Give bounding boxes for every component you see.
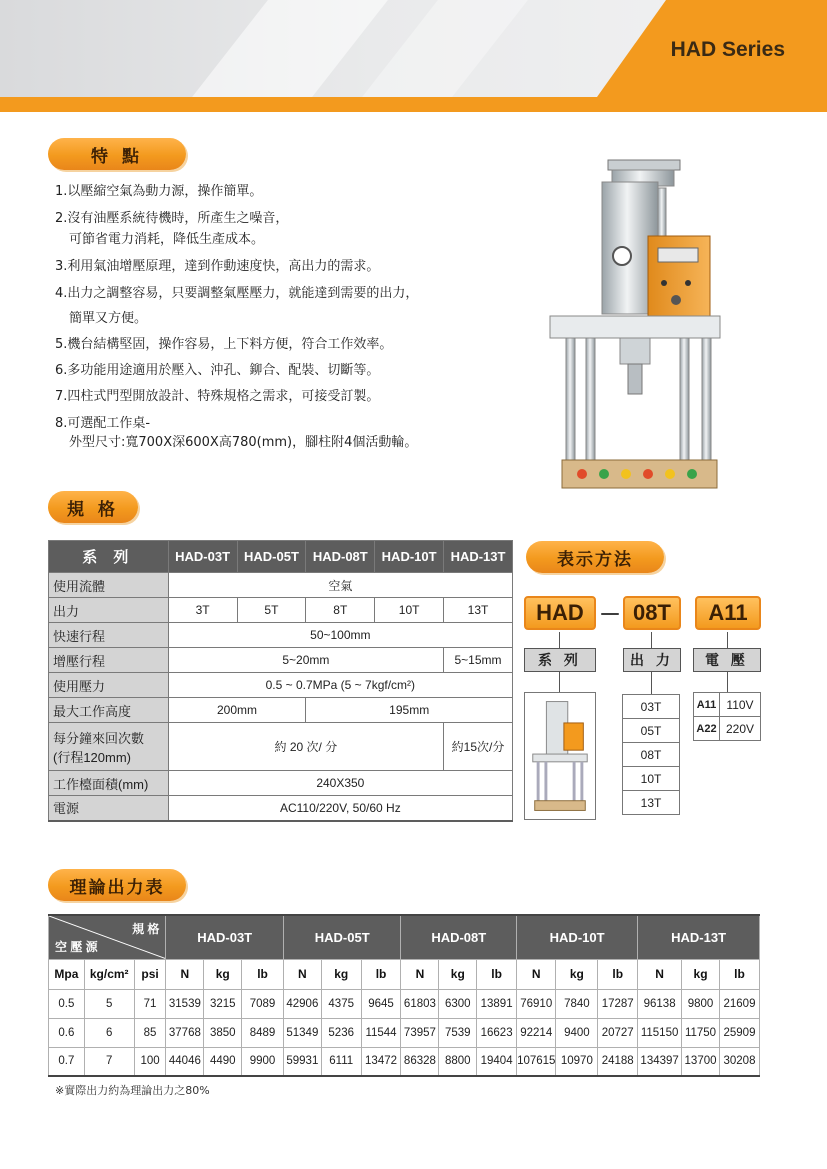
force-cell: 61803 (401, 989, 439, 1018)
label-output: 出 力 (623, 648, 681, 672)
force-cell: 0.7 (49, 1047, 85, 1076)
spec-row-label: 出力 (49, 598, 169, 623)
corner-bottom-label: 空 壓 源 (55, 939, 98, 954)
force-cell: 11750 (682, 1018, 720, 1047)
force-cell: 37768 (166, 1018, 204, 1047)
page-title: HAD Series (670, 38, 785, 61)
force-unit-header: kg (439, 959, 477, 989)
force-cell: 6111 (321, 1047, 361, 1076)
spec-heading: 規 格 (48, 491, 138, 523)
feature-item: 5.機台結構堅固，操作容易，上下料方便，符合工作效率。 (55, 337, 393, 352)
force-cell: 115150 (638, 1018, 682, 1047)
force-cell: 13700 (682, 1047, 720, 1076)
force-unit-header: N (166, 959, 204, 989)
feature-item: 簡單又方便。 (69, 311, 148, 326)
connector-line (559, 672, 560, 692)
force-cell: 3850 (204, 1018, 242, 1047)
force-cell: 9645 (361, 989, 401, 1018)
force-cell: 85 (134, 1018, 166, 1047)
spec-cell: 空氣 (168, 573, 512, 598)
force-unit-header: N (517, 959, 556, 989)
force-table-body (49, 989, 760, 1076)
force-cell: 51349 (283, 1018, 321, 1047)
force-cell: 0.6 (49, 1018, 85, 1047)
force-row (49, 989, 760, 1018)
voltage-code: A11 (694, 693, 720, 717)
connector-line (727, 672, 728, 692)
spec-row-label (49, 723, 169, 771)
force-cell: 7539 (439, 1018, 477, 1047)
force-unit-header: lb (719, 959, 759, 989)
force-unit-header: lb (361, 959, 401, 989)
spec-row-label: 工作檯面積(mm) (49, 771, 169, 796)
voltage-value: 220V (720, 717, 761, 741)
force-cell: 13891 (477, 989, 517, 1018)
force-model-header: HAD-05T (283, 915, 401, 959)
output-option: 13T (623, 791, 680, 815)
force-cell: 6 (84, 1018, 134, 1047)
force-model-header: HAD-08T (401, 915, 517, 959)
press-machine-image (540, 148, 740, 498)
output-option: 05T (623, 719, 680, 743)
force-unit-header: kg (682, 959, 720, 989)
spec-cell: 5T (237, 598, 306, 623)
label-voltage: 電 壓 (693, 648, 761, 672)
force-cell: 30208 (719, 1047, 759, 1076)
force-unit-header: lb (477, 959, 517, 989)
feature-item: 4.出力之調整容易，只要調整氣壓壓力，就能達到需要的出力， (55, 286, 419, 301)
force-units-row (49, 959, 760, 989)
force-cell: 31539 (166, 989, 204, 1018)
force-cell: 76910 (517, 989, 556, 1018)
code-dash: － (598, 601, 621, 627)
spec-cell: 3T (168, 598, 237, 623)
force-row (49, 1047, 760, 1076)
label-series: 系 列 (524, 648, 596, 672)
code-output-box: 08T (623, 596, 681, 630)
feature-item: 3.利用氣油增壓原理，達到作動速度快，高出力的需求。 (55, 259, 380, 274)
spec-row-label: 增壓行程 (49, 648, 169, 673)
force-cell: 16623 (477, 1018, 517, 1047)
spec-cell: 約15次/分 (444, 723, 513, 771)
spec-row-label-line: (行程120mm) (53, 749, 132, 765)
force-cell: 19404 (477, 1047, 517, 1076)
force-cell: 96138 (638, 989, 682, 1018)
force-cell: 10970 (556, 1047, 598, 1076)
feature-item: 8.可選配工作桌- (55, 416, 151, 431)
spec-model-header: HAD-08T (306, 541, 375, 573)
force-cell: 0.5 (49, 989, 85, 1018)
force-heading: 理論出力表 (48, 869, 186, 901)
force-cell: 8800 (439, 1047, 477, 1076)
feature-item: 6.多功能用途適用於壓入、沖孔、鉚合、配裝、切斷等。 (55, 363, 380, 378)
feature-item: 可節省電力消耗，降低生產成本。 (69, 232, 265, 247)
force-cell: 42906 (283, 989, 321, 1018)
force-corner-header (49, 915, 166, 959)
voltage-value: 110V (720, 693, 761, 717)
spec-model-header: HAD-03T (168, 541, 237, 573)
spec-cell: 240X350 (168, 771, 512, 796)
force-unit-header: N (638, 959, 682, 989)
force-cell: 3215 (204, 989, 242, 1018)
force-table (48, 914, 760, 1077)
force-unit-header: kg (204, 959, 242, 989)
spec-table (48, 540, 513, 822)
feature-item: 2.沒有油壓系統待機時，所產生之噪音， (55, 211, 289, 226)
force-model-header: HAD-10T (517, 915, 638, 959)
page-header (0, 0, 827, 112)
connector-line (651, 632, 652, 648)
machine-thumbnail-image (524, 692, 596, 820)
force-cell: 25909 (719, 1018, 759, 1047)
force-cell: 9900 (242, 1047, 284, 1076)
force-cell: 134397 (638, 1047, 682, 1076)
spec-cell: 8T (306, 598, 375, 623)
force-unit-header: kg (556, 959, 598, 989)
feature-item: 外型尺寸:寬700X深600X高780(mm)，腳柱附4個活動輪。 (69, 435, 418, 450)
spec-row-label: 最大工作高度 (49, 698, 169, 723)
spec-row-label: 快速行程 (49, 623, 169, 648)
force-cell: 6300 (439, 989, 477, 1018)
force-cell: 24188 (598, 1047, 638, 1076)
spec-cell: 195mm (306, 698, 513, 723)
force-cell: 7840 (556, 989, 598, 1018)
force-unit-header: lb (242, 959, 284, 989)
features-heading: 特 點 (48, 138, 186, 170)
code-series-box: HAD (524, 596, 596, 630)
code-voltage-box: A11 (695, 596, 761, 630)
force-model-header: HAD-13T (638, 915, 760, 959)
force-cell: 21609 (719, 989, 759, 1018)
output-options-list (622, 694, 680, 815)
force-unit-header: N (283, 959, 321, 989)
force-cell: 11544 (361, 1018, 401, 1047)
force-cell: 100 (134, 1047, 166, 1076)
spec-cell: 約 20 次/ 分 (168, 723, 443, 771)
connector-line (651, 672, 652, 694)
force-cell: 59931 (283, 1047, 321, 1076)
spec-row-label: 電源 (49, 796, 169, 821)
force-cell: 9800 (682, 989, 720, 1018)
spec-model-header: HAD-10T (375, 541, 444, 573)
header-orange-band (0, 97, 827, 112)
force-unit-header: lb (598, 959, 638, 989)
force-cell: 4375 (321, 989, 361, 1018)
force-model-header: HAD-03T (166, 915, 283, 959)
voltage-code: A22 (694, 717, 720, 741)
spec-cell: 10T (375, 598, 444, 623)
force-cell: 5 (84, 989, 134, 1018)
spec-cell: 200mm (168, 698, 306, 723)
voltage-options-table (693, 692, 761, 741)
force-cell: 7089 (242, 989, 284, 1018)
spec-model-header: HAD-13T (444, 541, 513, 573)
spec-cell: AC110/220V, 50/60 Hz (168, 796, 512, 821)
force-unit-header: kg/cm² (84, 959, 134, 989)
force-unit-header: psi (134, 959, 166, 989)
notation-heading: 表示方法 (526, 541, 664, 573)
force-cell: 86328 (401, 1047, 439, 1076)
force-cell: 8489 (242, 1018, 284, 1047)
spec-row-label: 使用壓力 (49, 673, 169, 698)
force-unit-header: kg (321, 959, 361, 989)
spec-cell: 5~20mm (168, 648, 443, 673)
force-row (49, 1018, 760, 1047)
connector-line (559, 632, 560, 648)
force-cell: 73957 (401, 1018, 439, 1047)
spec-row-label: 使用流體 (49, 573, 169, 598)
force-cell: 20727 (598, 1018, 638, 1047)
spec-row-label-line: 每分鐘來回次數 (53, 730, 145, 746)
footnote: ※實際出力約為理論出力之80% (55, 1084, 210, 1097)
spec-cell: 5~15mm (444, 648, 513, 673)
force-cell: 107615 (517, 1047, 556, 1076)
output-option: 10T (623, 767, 680, 791)
force-cell: 13472 (361, 1047, 401, 1076)
spec-cell: 13T (444, 598, 513, 623)
force-cell: 17287 (598, 989, 638, 1018)
force-cell: 44046 (166, 1047, 204, 1076)
feature-item: 7.四柱式門型開放設計、特殊規格之需求，可接受訂製。 (55, 389, 380, 404)
force-cell: 9400 (556, 1018, 598, 1047)
spec-cell: 0.5 ~ 0.7MPa (5 ~ 7kgf/cm²) (168, 673, 512, 698)
spec-header-label: 系 列 (49, 541, 169, 573)
connector-line (727, 632, 728, 648)
force-unit-header: Mpa (49, 959, 85, 989)
spec-cell: 50~100mm (168, 623, 512, 648)
spec-model-header: HAD-05T (237, 541, 306, 573)
corner-top-label: 規 格 (132, 922, 160, 936)
force-cell: 7 (84, 1047, 134, 1076)
force-cell: 5236 (321, 1018, 361, 1047)
output-option: 08T (623, 743, 680, 767)
force-cell: 71 (134, 989, 166, 1018)
feature-item: 1.以壓縮空氣為動力源，操作簡單。 (55, 184, 263, 199)
output-option: 03T (623, 695, 680, 719)
force-cell: 4490 (204, 1047, 242, 1076)
force-cell: 92214 (517, 1018, 556, 1047)
force-unit-header: N (401, 959, 439, 989)
